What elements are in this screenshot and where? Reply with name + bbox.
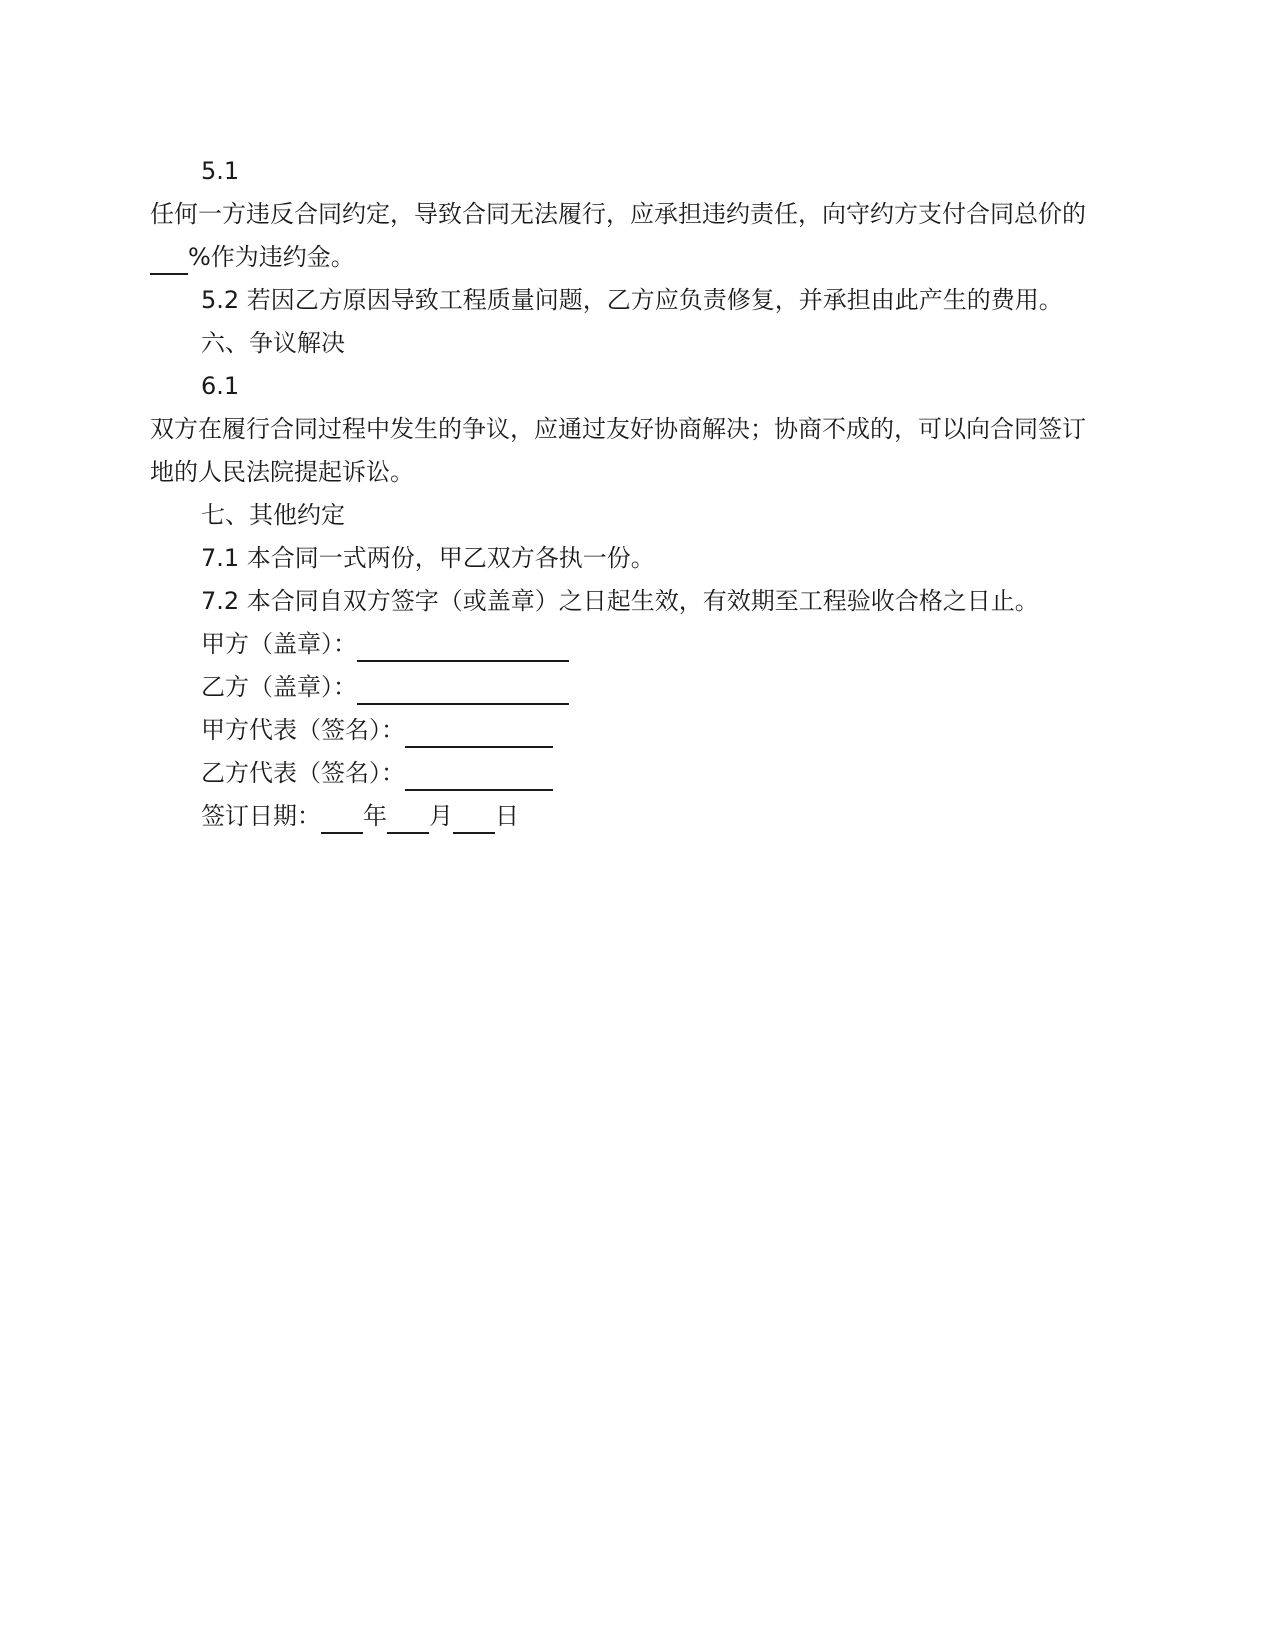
clause-7-1: 7.1 本合同一式两份，甲乙双方各执一份。 <box>201 544 655 572</box>
clause-6-1-text: 双方在履行合同过程中发生的争议，应通过友好协商解决；协商不成的，可以向合同签订 <box>150 415 1086 443</box>
party-a-seal-line <box>150 623 1135 666</box>
party-a-seal-blank[interactable] <box>357 630 569 662</box>
clause-6-1-number: 6.1 <box>201 372 240 400</box>
section-7-heading: 七、其他约定 <box>201 501 345 529</box>
signing-date-label: 签订日期： <box>201 802 321 830</box>
party-a-rep-line <box>150 709 1135 752</box>
clause-5-1-text: 任何一方违反合同约定，导致合同无法履行，应承担违约责任，向守约方支付合同总价的 <box>150 200 1086 228</box>
section-6-heading: 六、争议解决 <box>201 329 345 357</box>
year-label: 年 <box>363 802 387 830</box>
clause-5-1-number: 5.1 <box>201 157 240 185</box>
month-label: 月 <box>429 802 453 830</box>
signing-date-line <box>150 795 1135 838</box>
party-a-rep-label: 甲方代表（签名）： <box>201 716 405 744</box>
party-b-seal-blank[interactable] <box>357 673 569 705</box>
day-label: 日 <box>495 802 519 830</box>
clause-6-1-text-continued: 地的人民法院提起诉讼。 <box>150 458 414 486</box>
party-a-rep-blank[interactable] <box>405 716 553 748</box>
penalty-percent-blank <box>150 243 188 275</box>
party-b-rep-line <box>150 752 1135 795</box>
party-b-rep-blank[interactable] <box>405 759 553 791</box>
party-b-seal-line <box>150 666 1135 709</box>
party-b-rep-label: 乙方代表（签名）： <box>201 759 405 787</box>
clause-5-1-suffix: %作为违约金。 <box>188 243 355 271</box>
month-blank[interactable] <box>387 802 429 834</box>
clause-5-1-text-continued <box>150 236 1135 279</box>
clause-7-2: 7.2 本合同自双方签字（或盖章）之日起生效，有效期至工程验收合格之日止。 <box>201 587 1039 615</box>
year-blank[interactable] <box>321 802 363 834</box>
day-blank[interactable] <box>453 802 495 834</box>
contract-page <box>150 150 1135 838</box>
clause-5-2: 5.2 若因乙方原因导致工程质量问题，乙方应负责修复，并承担由此产生的费用。 <box>201 286 1063 314</box>
party-a-seal-label: 甲方（盖章）： <box>201 630 357 658</box>
party-b-seal-label: 乙方（盖章）： <box>201 673 357 701</box>
